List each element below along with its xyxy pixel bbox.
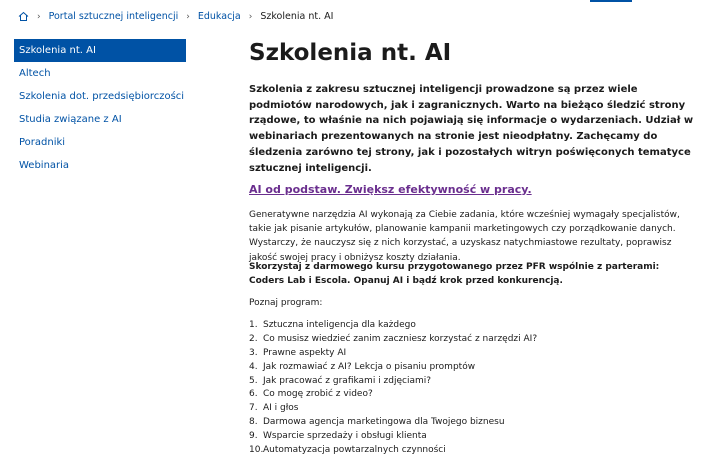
- chevron-right-icon: ›: [248, 11, 253, 22]
- program-list: [249, 319, 537, 458]
- sidebar-item-przedsiebiorczosc[interactable]: Szkolenia dot. przedsiębiorczości: [19, 91, 185, 102]
- list-item: 8. Darmowa agencja marketingowa dla Twojego biznesu: [249, 417, 505, 428]
- sidebar-item-poradniki[interactable]: Poradniki: [19, 137, 66, 148]
- list-item: 2. Co musisz wiedzieć zanim zaczniesz korzystać z narzędzi AI?: [249, 333, 538, 344]
- lead-paragraph: Szkolenia z zakresu sztucznej inteligencji prowadzone są przez wiele podmiotów narodowych, jak i zagranicznych. Warto na bieżąco śledzić strony rządowe, to właśnie na nich pojawiają się informacje o wydarzeniach. Udział w webinariach prezentowanych na stronie jest nieodpłatny. Zachęcamy do śledzenia zarówno tej strony, jak i pozostałych witryn poświęconych tematyce sztucznej inteligencji.: [249, 84, 694, 174]
- sidebar-nav: [14, 39, 186, 177]
- home-icon[interactable]: [18, 11, 29, 22]
- chevron-right-icon: ›: [186, 11, 190, 22]
- page-title: Szkolenia nt. AI: [249, 40, 452, 66]
- breadcrumb: [18, 11, 333, 22]
- sidebar-item-webinaria[interactable]: Webinaria: [19, 160, 70, 171]
- breadcrumb-current: Szkolenia nt. AI: [260, 11, 334, 22]
- list-item: 10.Automatyzacja powtarzalnych czynności: [249, 445, 446, 456]
- list-item: 4. Jak rozmawiać z AI? Lekcja o pisaniu promptów: [249, 361, 476, 372]
- list-item: 1. Sztuczna inteligencja dla każdego: [249, 320, 416, 330]
- chevron-right-icon: ›: [37, 11, 41, 22]
- course-link[interactable]: AI od podstaw. Zwiększ efektywność w pracy.: [249, 183, 532, 196]
- sidebar-item-szkolenia-ai[interactable]: Szkolenia nt. AI: [14, 39, 186, 62]
- course-offer: Skorzystaj z darmowego kursu przygotowanego przez PFR wspólnie z parterami: Coders Lab i Escola. Opanuj AI i bądź krok przed konkurencją.: [249, 262, 660, 287]
- list-item: 6. Co mogę zrobić z video?: [249, 389, 373, 400]
- sidebar-item-studia[interactable]: Studia związane z AI: [19, 114, 122, 125]
- list-item: 7. AI i głos: [249, 403, 299, 414]
- course-description: Generatywne narzędzia AI wykonają za Ciebie zadania, które wcześniej wymagały specjalistów, takie jak pisanie artykułów, planowanie kampanii marketingowych czy porządkowanie danych. Wystarczy, że nauczysz się z nich korzystać, a uzyskasz natychmiastowe rezultaty, poprawisz jakość swojej pracy i obniżysz koszty działania.: [249, 210, 680, 263]
- main-content: [249, 38, 694, 456]
- list-item: 9. Wsparcie sprzedaży i obsługi klienta: [249, 431, 427, 442]
- breadcrumb-portal-link[interactable]: Portal sztucznej inteligencji: [48, 11, 179, 22]
- top-accent-bar: [590, 0, 632, 2]
- breadcrumb-edukacja-link[interactable]: Edukacja: [197, 11, 241, 22]
- list-item: 5. Jak pracować z grafikami i zdjęciami?: [249, 375, 432, 386]
- program-intro: Poznaj program:: [249, 298, 323, 308]
- sidebar-item-altech[interactable]: Altech: [19, 68, 51, 79]
- list-item: 3. Prawne aspekty AI: [249, 347, 347, 358]
